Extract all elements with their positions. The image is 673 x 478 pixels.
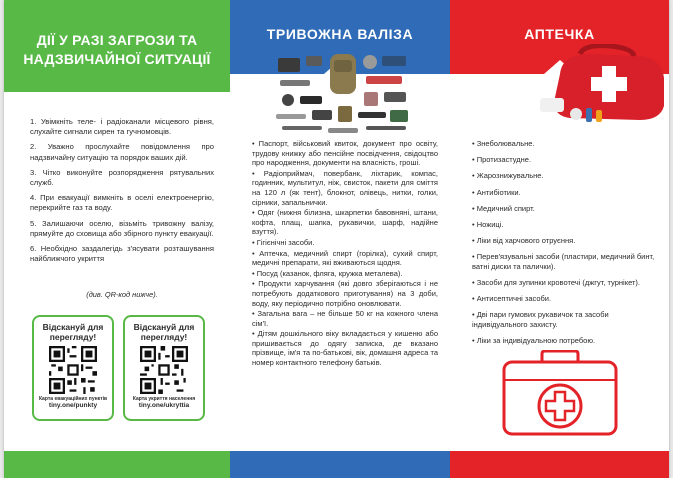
list-item: • Ножиці. — [472, 219, 504, 229]
qr-code-icon — [49, 346, 97, 394]
bag-column — [230, 0, 450, 478]
qr-note: (див. QR-код нижче). — [86, 290, 158, 299]
list-item: • Аптечка, медичний спирт (горілка), сухий спирт, медичні препарати, які вживаються щодня. — [252, 248, 438, 268]
list-item: • Ліки від харчового отруєння. — [472, 236, 576, 246]
first-aid-column — [450, 0, 669, 478]
qr-caption: Карта укриття населення — [132, 396, 196, 402]
step-item: 6. Необхідно заздалегідь з'ясувати розташування найближчого укриття — [30, 244, 214, 264]
list-item: • Жарознижувальне. — [472, 171, 544, 181]
qr-code-icon — [140, 346, 188, 394]
qr-card-evacuation[interactable] — [32, 315, 114, 421]
leaflet-page — [4, 0, 669, 478]
step-item: 5. Залишаючи оселю, візьміть тривожну валізу, прямуйте до сховища або збірного пункту евакуації. — [30, 218, 214, 238]
actions-title: ДІЇ У РАЗІ ЗАГРОЗИ ТА НАДЗВИЧАЙНОЇ СИТУАЦІЇ — [23, 32, 211, 67]
list-item: • Протизастудне. — [472, 155, 532, 165]
step-item: 4. При евакуації вимкніть в оселі електроенергію, перекрийте газ та воду. — [30, 193, 214, 213]
red-footer-band — [450, 451, 669, 478]
first-aid-bag-icon — [540, 44, 668, 124]
list-item: • Знеболювальне. — [472, 139, 535, 148]
list-item: • Антисептичні засоби. — [472, 294, 552, 304]
step-item: 2. Уважно прослухайте повідомлення про надзвичайну ситуацію та порядок ваших дій. — [30, 142, 214, 162]
qr-url[interactable]: tiny.one/punkty — [48, 402, 98, 409]
actions-header — [4, 0, 230, 92]
list-item: • Медичний спирт. — [472, 203, 535, 213]
emergency-kit-items-icon — [268, 48, 418, 138]
list-item: • Дітям дошкільного віку вкладається у кишеню або пришивається до одягу записка, де вказано прізвище, ім'я та по-батькові, вік, домашня адреса та номер контактного телефону батьків. — [252, 329, 438, 368]
list-item: • Загальна вага – не більше 50 кг на кожного члена сім'ї. — [252, 309, 438, 328]
step-item: 3. Чітко виконуйте розпорядження рятувальних служб. — [30, 167, 214, 188]
step-item: 1. Увімкніть теле- і радіоканали місцевого рівня, слухайте сигнали сирен та гучномовців. — [30, 117, 214, 137]
list-item: • Паспорт, військовий квиток, документ про освіту, трудову книжку або пенсійне посвідчення, свідоцтво про народження, документи на власність, гроші. — [252, 139, 438, 168]
qr-caption: Карта евакуаційних пунктів — [38, 396, 108, 402]
blue-footer-band — [230, 451, 450, 478]
list-item: • Засоби для зупинки кровотечі (джгут, турнікет). — [472, 278, 641, 288]
list-item: • Антибіотики. — [472, 187, 521, 197]
list-item: • Перев'язувальні засоби (пластири, медичний бинт, ватні диски та палички). — [472, 252, 655, 271]
green-footer-band — [4, 451, 230, 478]
medical-case-icon — [500, 350, 620, 436]
qr-heading: Відскануй для перегляду! — [42, 322, 104, 342]
actions-steps — [30, 117, 214, 269]
qr-url[interactable]: tiny.one/ukryttia — [138, 402, 190, 409]
first-aid-title: АПТЕЧКА — [524, 26, 595, 42]
list-item: • Радіоприймач, повербанк, ліхтарик, компас, годинник, мультитул, ніж, свисток, пакети для сміття на 120 л (як тент), блокнот, олівець, нитки, голки, сірники, запальнички. — [252, 168, 438, 207]
list-item: • Дві пари гумових рукавичок та засоби індивідуального захисту. — [472, 310, 609, 330]
list-item: • Одяг (нижня білизна, шкарпетки бавовняні, штани, кофта, плащ, шапка, рукавички, шарф, надійне взуття). — [252, 208, 438, 237]
list-item: • Продукти харчування (які довго зберігаються і не потребують додаткового приготування) на 3 доби, воду, яку періодично потрібно оновлювати. — [252, 279, 438, 308]
list-item: • Гігієнічні засоби. — [252, 237, 315, 247]
actions-column — [4, 0, 230, 478]
bag-items-list — [252, 139, 438, 369]
qr-heading: Відскануй для перегляду! — [133, 322, 195, 342]
first-aid-items-list — [472, 139, 656, 352]
list-item: • Посуд (казанок, фляга, кружка металева). — [252, 268, 403, 278]
bag-title: ТРИВОЖНА ВАЛІЗА — [266, 26, 414, 42]
list-item: • Ліки за індивідуальною потребою. — [472, 336, 596, 346]
qr-card-shelters[interactable] — [123, 315, 205, 421]
